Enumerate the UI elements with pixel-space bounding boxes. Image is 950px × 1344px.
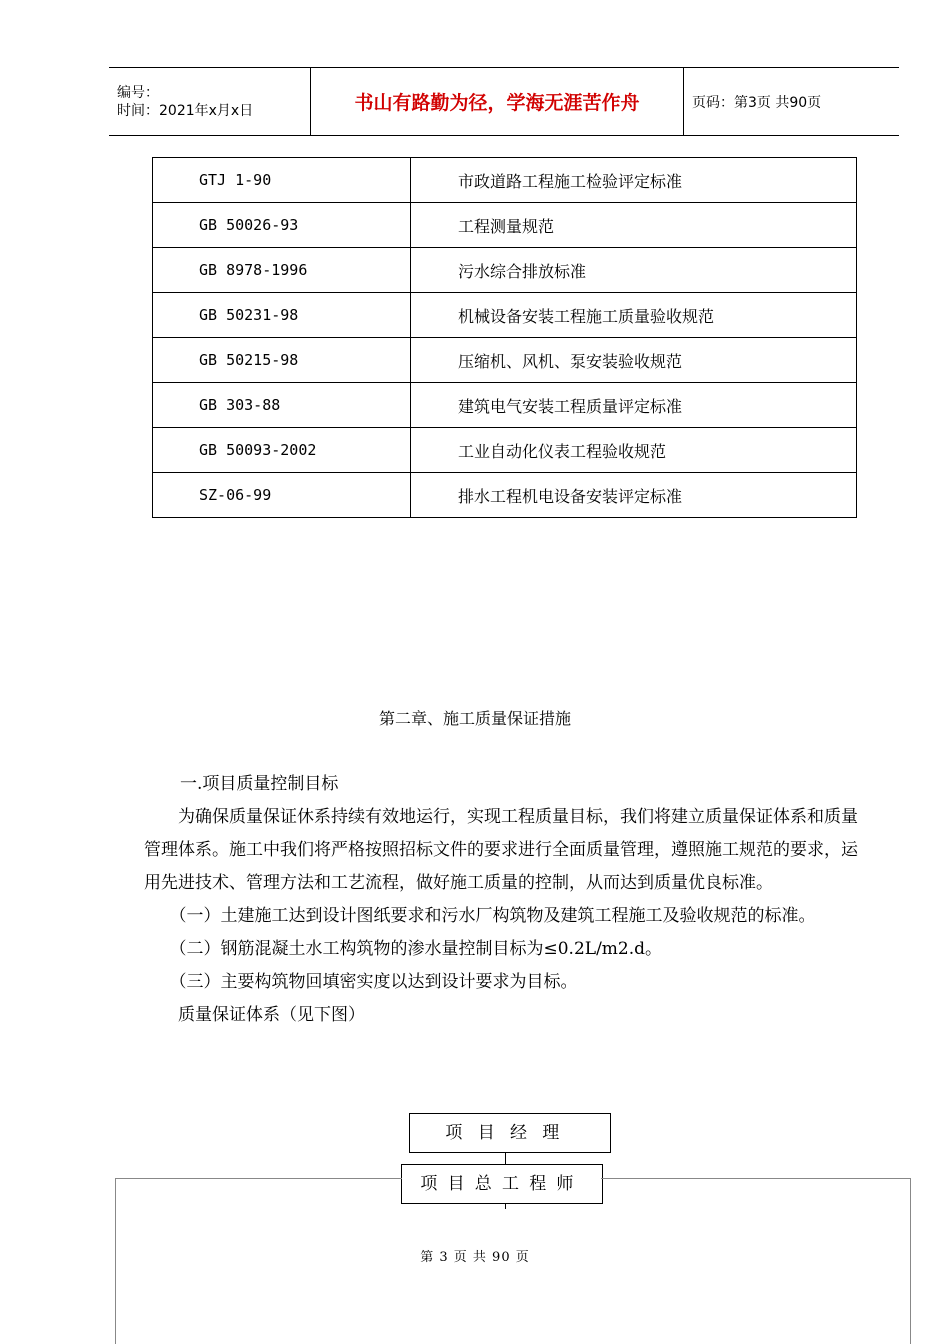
table-row [153, 203, 857, 248]
org-branch-line [115, 1178, 402, 1179]
standard-name: 机械设备安装工程施工质量验收规范 [411, 293, 857, 338]
header-motto: 书山有路勤为径，学海无涯苦作舟 [311, 68, 684, 136]
goal-item-3: （三）主要构筑物回填密实度以达到设计要求为目标。 [169, 972, 578, 992]
org-connector-line [505, 1203, 506, 1209]
goal-item-2: （二）钢筋混凝土水工构筑物的渗水量控制目标为≤0.2L/m2.d。 [169, 939, 663, 959]
standard-name: 工业自动化仪表工程验收规范 [411, 428, 857, 473]
standard-code: GB 50093-2002 [153, 428, 411, 473]
org-branch-line [601, 1178, 911, 1179]
table-row [153, 248, 857, 293]
standard-code: GB 50215-98 [153, 338, 411, 383]
section-title: 一.项目质量控制目标 [180, 774, 339, 794]
header-meta [109, 68, 311, 136]
standard-code: GB 303-88 [153, 383, 411, 428]
org-connector-line [505, 1152, 506, 1164]
body-content [144, 768, 866, 1032]
table-row [153, 473, 857, 518]
header-page-info: 页码：第3页 共90页 [684, 68, 900, 136]
table-row [153, 338, 857, 383]
standard-code: GTJ 1-90 [153, 158, 411, 203]
document-date: 时间：2021年x月x日 [117, 102, 254, 119]
table-row [153, 383, 857, 428]
standard-code: GB 50026-93 [153, 203, 411, 248]
page-header [109, 67, 899, 136]
standard-code: GB 50231-98 [153, 293, 411, 338]
standard-name: 市政道路工程施工检验评定标准 [411, 158, 857, 203]
standard-code: SZ-06-99 [153, 473, 411, 518]
intro-paragraph: 为确保质量保证休系持续有效地运行，实现工程质量目标，我们将建立质量保证体系和质量管理体系。施工中我们将严格按照招标文件的要求进行全面质量管理，遵照施工规范的要求，运用先进技术、管理方法和工艺流程，做好施工质量的控制，从而达到质量优良标准。 [144, 807, 858, 893]
table-row [153, 158, 857, 203]
org-box-chief-engineer: 项目总工程师 [401, 1164, 603, 1204]
org-box-project-manager: 项目经理 [409, 1113, 611, 1153]
quality-system-caption: 质量保证体系（见下图） [178, 1005, 365, 1025]
table-row [153, 428, 857, 473]
page-footer: 第 3 页 共 90 页 [420, 1250, 530, 1265]
standard-name: 排水工程机电设备安装评定标准 [411, 473, 857, 518]
goal-item-1: （一）土建施工达到设计图纸要求和污水厂构筑物及建筑工程施工及验收规范的标准。 [169, 906, 816, 926]
chapter-title: 第二章、施工质量保证措施 [378, 709, 571, 728]
table-row [153, 293, 857, 338]
standard-name: 建筑电气安装工程质量评定标准 [411, 383, 857, 428]
standard-name: 压缩机、风机、泵安装验收规范 [411, 338, 857, 383]
standard-code: GB 8978-1996 [153, 248, 411, 293]
standard-name: 污水综合排放标准 [411, 248, 857, 293]
standard-name: 工程测量规范 [411, 203, 857, 248]
document-number-label: 编号： [117, 84, 159, 101]
standards-table [152, 157, 857, 518]
